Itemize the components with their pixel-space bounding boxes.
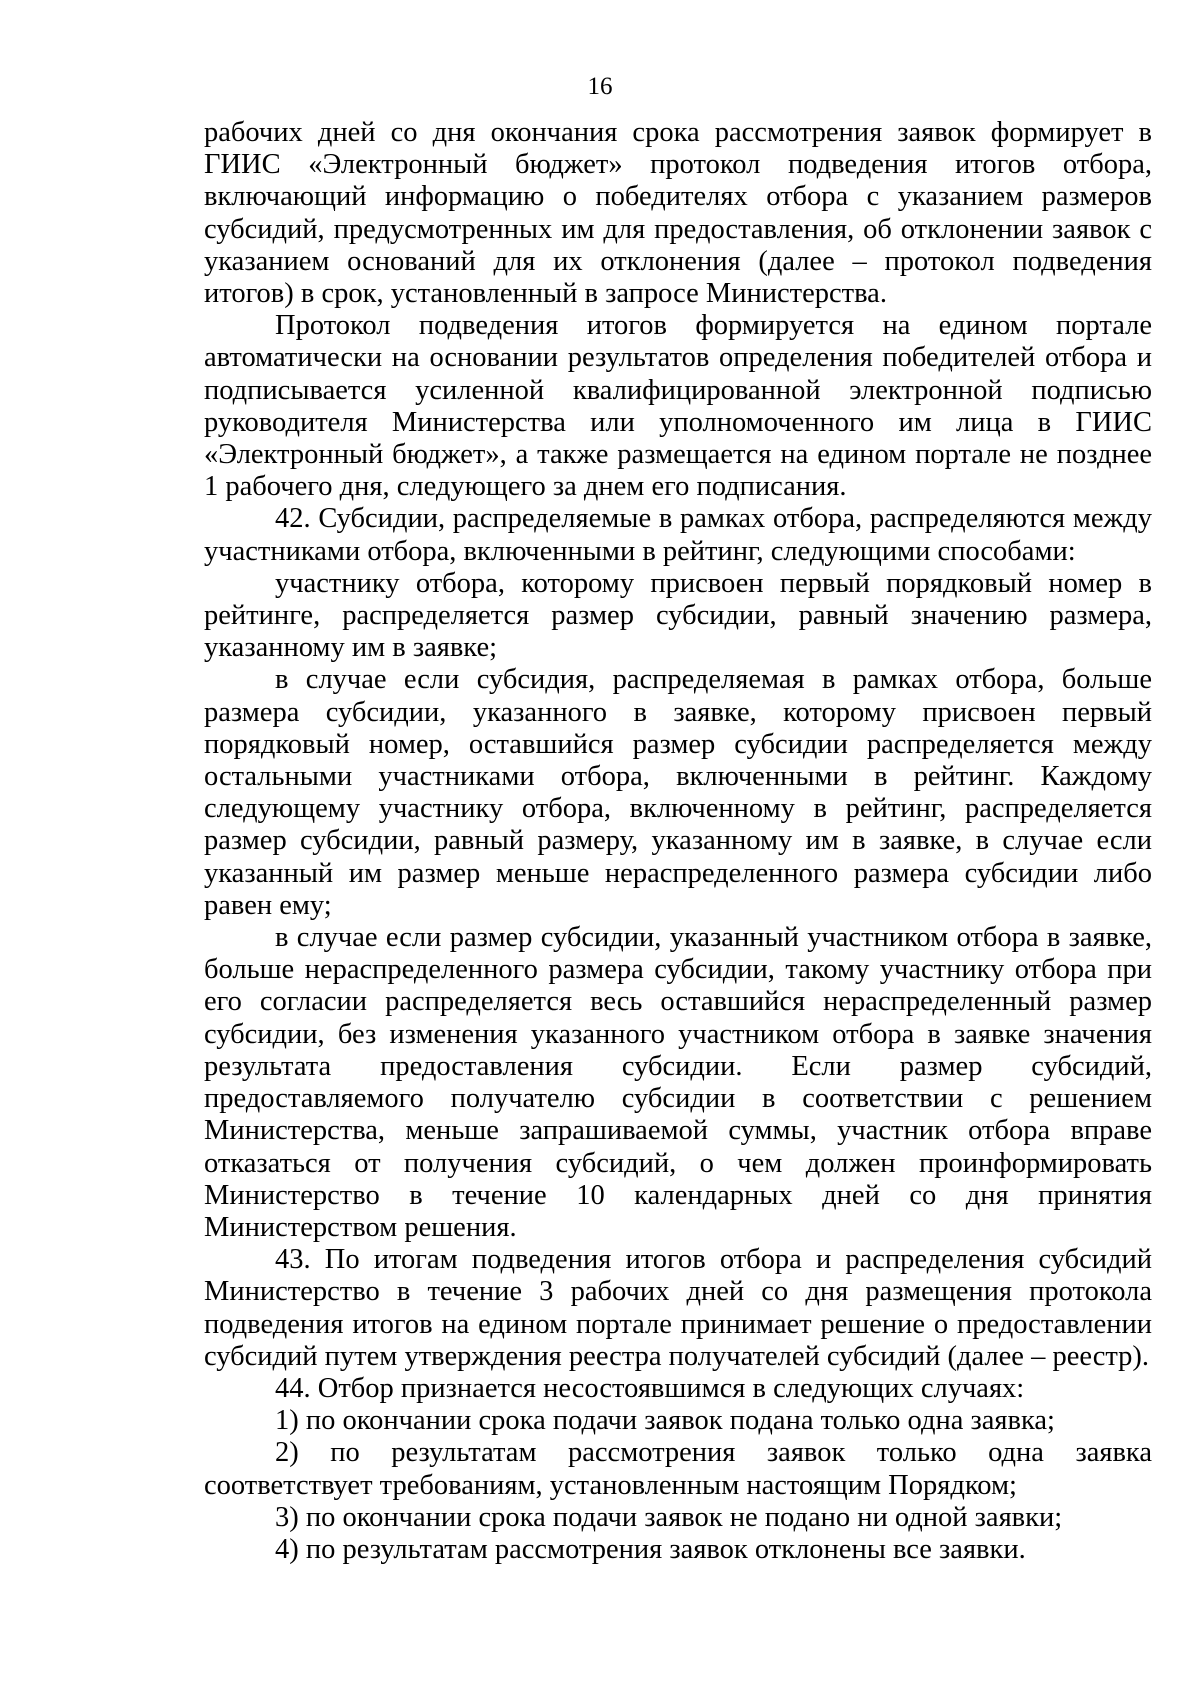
- paragraph-protocol: Протокол подведения итогов формируется на едином портале автоматически на основании результатов определения победителей отбора и подписывается усиленной квалифицированной электронной подписью руководителя Министерства или уполномоченного им лица в ГИИС «Электронный бюджет», а также размещается на едином портале не позднее 1 рабочего дня, следующего за днем его подписания.: [204, 310, 1152, 503]
- paragraph-clause-42-undistributed: в случае если размер субсидии, указанный участником отбора в заявке, больше нераспределенного размера субсидии, такому участнику отбора при его согласии распределяется весь оставшийся нераспределенный размер субсидии, без изменения указанного участником отбора в заявке значения результата предоставления субсидии. Если размер субсидий, предоставляемого получателю субсидии в соответствии с решением Министерства, меньше запрашиваемой суммы, участник отбора вправе отказаться от получения субсидий, о чем должен проинформировать Министерство в течение 10 календарных дней со дня принятия Министерством решения.: [204, 922, 1152, 1243]
- list-item-44-3: 3) по окончании срока подачи заявок не подано ни одной заявки;: [275, 1501, 1063, 1533]
- paragraph-clause-42-remaining-distribution: в случае если субсидия, распределяемая в рамках отбора, больше размера субсидии, указанного в заявке, которому присвоен первый порядковый номер, оставшийся размер субсидии распределяется между остальными участниками отбора, включенными в рейтинг. Каждому следующему участнику отбора, включенному в рейтинг, распределяется размер субсидии, равный размеру, указанному им в заявке, в случае если указанный им размер меньше нераспределенного размера субсидии либо равен ему;: [204, 664, 1152, 921]
- paragraph-clause-42: 42. Субсидии, распределяемые в рамках отбора, распределяются между участниками отбора, включенными в рейтинг, следующими способами:: [204, 503, 1152, 567]
- list-item-44-2: 2) по результатам рассмотрения заявок только одна заявка соответствует требованиям, установленным настоящим Порядком;: [204, 1437, 1152, 1501]
- list-item-44-4: 4) по результатам рассмотрения заявок отклонены все заявки.: [275, 1533, 1026, 1565]
- paragraph-clause-42-first-participant: участнику отбора, которому присвоен первый порядковый номер в рейтинге, распределяется размер субсидии, равный значению размера, указанному им в заявке;: [204, 567, 1152, 664]
- page-number: 16: [587, 73, 613, 100]
- paragraph-clause-44: 44. Отбор признается несостоявшимся в следующих случаях:: [275, 1372, 1025, 1404]
- list-item-44-1: 1) по окончании срока подачи заявок подана только одна заявка;: [275, 1405, 1055, 1437]
- document-body: [204, 117, 1152, 1566]
- paragraph-clause-43: 43. По итогам подведения итогов отбора и распределения субсидий Министерство в течение 3 рабочих дней со дня размещения протокола подведения итогов на едином портале принимает решение о предоставлении субсидий путем утверждения реестра получателей субсидий (далее – реестр).: [204, 1244, 1152, 1372]
- paragraph-continuation: рабочих дней со дня окончания срока рассмотрения заявок формирует в ГИИС «Электронный бюджет» протокол подведения итогов отбора, включающий информацию о победителях отбора с указанием размеров субсидий, предусмотренных им для предоставления, об отклонении заявок с указанием оснований для их отклонения (далее – протокол подведения итогов) в срок, установленный в запросе Министерства.: [204, 117, 1152, 310]
